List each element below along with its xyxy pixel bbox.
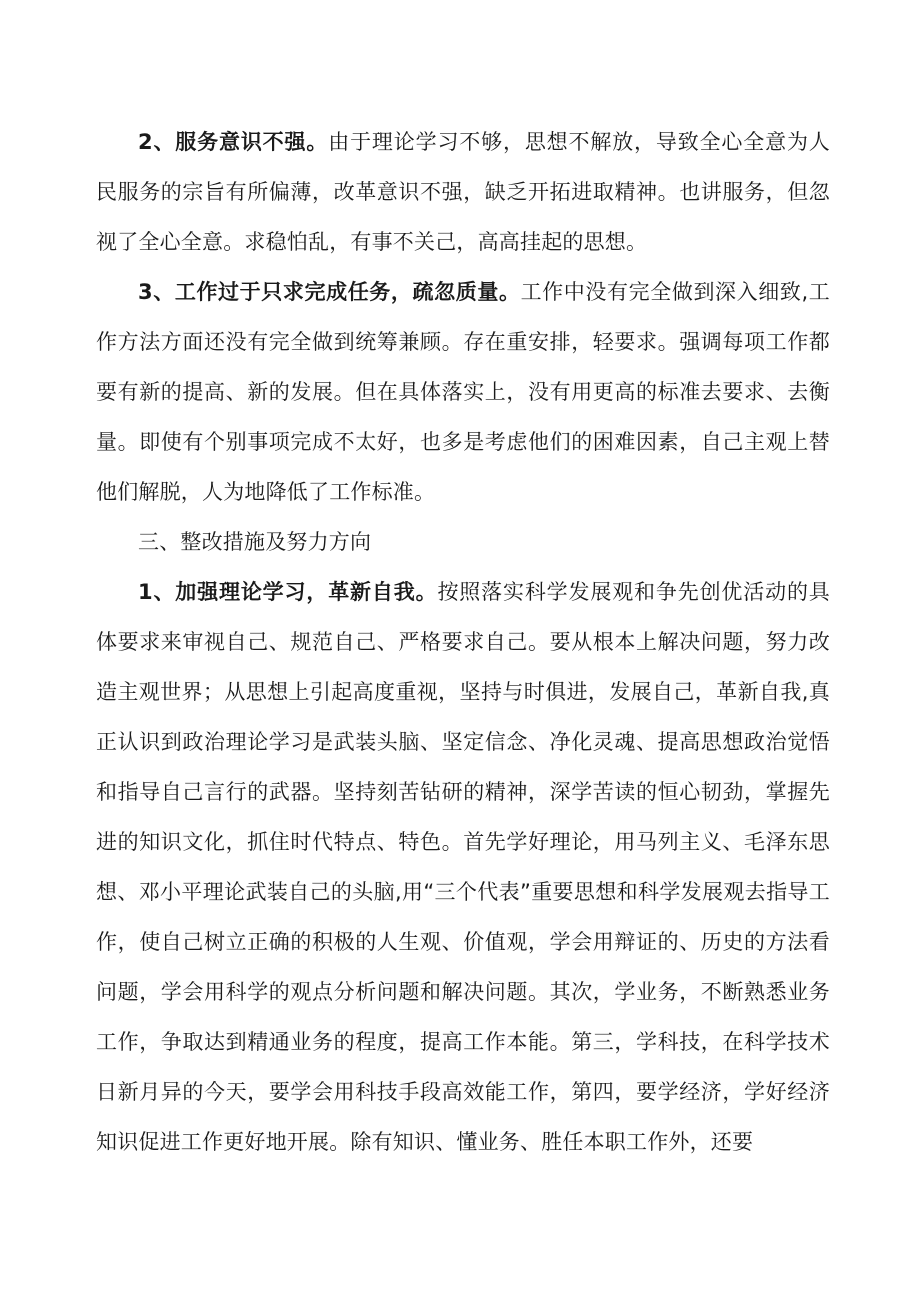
document-body — [96, 117, 830, 1167]
paragraph-lead: 3、工作过于只求完成任务，疏忽质量。 — [138, 280, 521, 304]
paragraph-text: 工作中没有完全做到深入细致,工作方法方面还没有完全做到统筹兼顾。存在重安排，轻要求。强调每项工作都要有新的提高、新的发展。但在具体落实上，没有用更高的标准去要求、去衡量。即使有个别事项完成不太好，也多是考虑他们的困难因素，自己主观上替他们解脱，人为地降低了工作标准。 — [96, 280, 830, 504]
paragraph-work-quality — [96, 267, 830, 517]
paragraph-service-awareness — [96, 117, 830, 267]
section-heading: 三、整改措施及努力方向 — [138, 530, 372, 554]
paragraph-lead: 1、加强理论学习，革新自我。 — [138, 580, 438, 604]
paragraph-lead: 2、服务意识不强。 — [138, 130, 329, 154]
paragraph-text: 由于理论学习不够，思想不解放，导致全心全意为人民服务的宗旨有所偏薄，改革意识不强，缺乏开拓进取精神。也讲服务，但忽视了全心全意。求稳怕乱，有事不关己，高高挂起的思想。 — [96, 130, 830, 254]
paragraph-theory-study — [96, 567, 830, 1167]
paragraph-text: 按照落实科学发展观和争先创优活动的具体要求来审视自己、规范自己、严格要求自己。要从根本上解决问题，努力改造主观世界；从思想上引起高度重视，坚持与时俱进，发展自己，革新自我,真正认识到政治理论学习是武装头脑、坚定信念、净化灵魂、提高思想政治觉悟和指导自己言行的武器。坚持刻苦钻研的精神，深学苦读的恒心韧劲，掌握先进的知识文化，抓住时代特点、特色。首先学好理论，用马列主义、毛泽东思想、邓小平理论武装自己的头脑,用“三个代表”重要思想和科学发展观去指导工作，使自己树立正确的积极的人生观、价值观，学会用辩证的、历史的方法看问题，学会用科学的观点分析问题和解决问题。其次，学业务，不断熟悉业务工作，争取达到精通业务的程度，提高工作本能。第三，学科技，在科学技术日新月异的今天，要学会用科技手段高效能工作，第四，要学经济，学好经济知识促进工作更好地开展。除有知识、懂业务、胜任本职工作外，还要 — [96, 580, 830, 1154]
